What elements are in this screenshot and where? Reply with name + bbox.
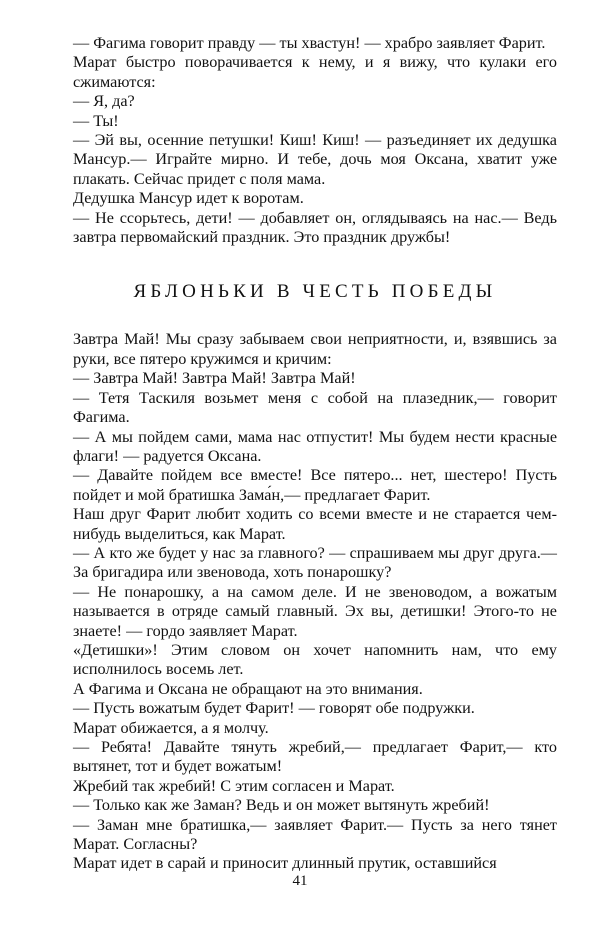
section-title: ЯБЛОНЬКИ В ЧЕСТЬ ПОБЕДЫ <box>133 281 497 303</box>
paragraph: — А кто же будет у нас за главного? — спрашиваем мы друг друга.— За бригадира или звеновода, хоть понарошку? <box>73 543 557 582</box>
paragraph: «Детишки»! Этим словом он хочет напомнить нам, что ему исполнилось восемь лет. <box>73 640 557 679</box>
paragraph: — Тетя Таскиля возьмет меня с собой на плазедник,— говорит Фагима. <box>73 388 557 427</box>
page-content <box>73 34 557 874</box>
text-before-section <box>73 34 557 247</box>
section-text <box>73 330 557 873</box>
paragraph: — Ты! <box>73 111 119 130</box>
paragraph: — Завтра Май! Завтра Май! Завтра Май! <box>73 369 356 388</box>
paragraph: Дедушка Мансур идет к воротам. <box>73 189 304 208</box>
paragraph: — Фагима говорит правду — ты хвастун! — храбро заявляет Фарит. <box>73 34 546 52</box>
paragraph: — Давайте пойдем все вместе! Все пятеро... нет, шестеро! Пусть пойдет и мой братишка Зама́н,— предлагает Фарит. <box>73 466 557 504</box>
paragraph: — Не ссорьтесь, дети! — добавляет он, оглядываясь на нас.— Ведь завтра первомайский праздник. Это праздник дружбы! <box>73 208 557 247</box>
paragraph: Наш друг Фарит любит ходить со всеми вместе и не старается чем-нибудь выделиться, как Марат. <box>73 505 557 543</box>
paragraph: — Не понарошку, а на самом деле. И не звеноводом, а вожатым называется в отряде самый главный. Эх вы, детишки! Этого-то не знаете! — гордо заявляет Марат. <box>73 582 557 640</box>
paragraph: Жребий так жребий! С этим согласен и Марат. <box>73 776 395 795</box>
paragraph: Марат обижается, а я молчу. <box>73 718 269 737</box>
paragraph: — Заман мне братишка,— заявляет Фарит.— Пусть за него тянет Марат. Согласны? <box>73 815 557 854</box>
paragraph: — Эй вы, осенние петушки! Киш! Киш! — разъединяет их дедушка Мансур.— Играйте мирно. И тебе, дочь моя Оксана, хватит уже плакать. Сейчас придет с поля мама. <box>73 131 557 188</box>
paragraph: Марат быстро поворачивается к нему, и я вижу, что кулаки его сжимаются: <box>73 53 557 91</box>
paragraph: — Ребята! Давайте тянуть жребий,— предлагает Фарит,— кто вытянет, тот и будет вожатым! <box>73 738 557 776</box>
paragraph: — Только как же Заман? Ведь и он может вытянуть жребий! <box>73 796 490 815</box>
paragraph: Завтра Май! Мы сразу забываем свои неприятности, и, взявшись за руки, все пятеро кружимся и кричим: <box>73 330 557 368</box>
paragraph: — Я, да? <box>73 92 135 111</box>
paragraph: — А мы пойдем сами, мама нас отпустит! Мы будем нести красные флаги! — радуется Оксана. <box>73 427 557 465</box>
page-number: 41 <box>292 873 308 889</box>
paragraph: Марат идет в сарай и приносит длинный прутик, оставшийся <box>73 854 497 873</box>
paragraph: — Пусть вожатым будет Фарит! — говорят обе подружки. <box>73 699 475 718</box>
paragraph: А Фагима и Оксана не обращают на это внимания. <box>73 679 423 698</box>
